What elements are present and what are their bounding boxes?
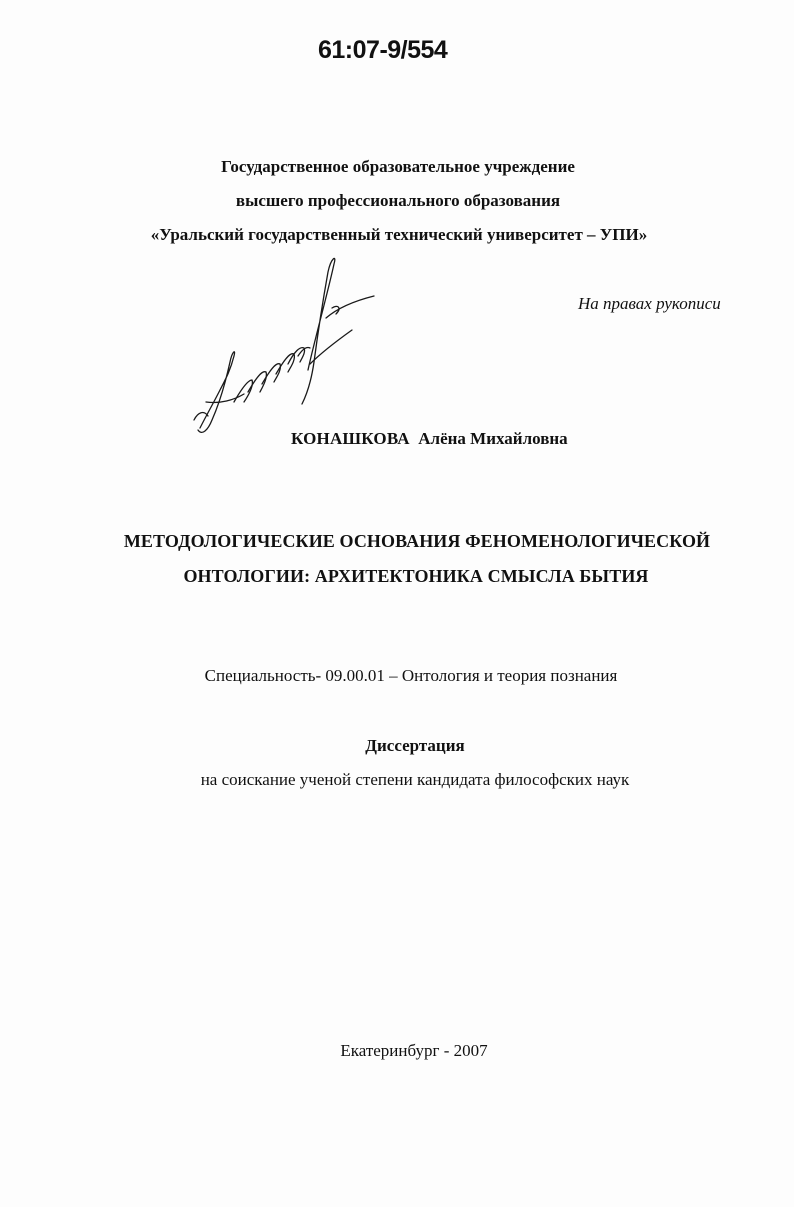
degree-line: на соискание ученой степени кандидата философских наук [200, 770, 630, 789]
author-name [291, 429, 568, 449]
institution-line-1: Государственное образовательное учреждение [221, 157, 575, 176]
author-surname: КОНАШКОВА [291, 429, 410, 448]
place-and-year: Екатеринбург - 2007 [340, 1041, 488, 1060]
institution-line-3: «Уральский государственный технический университет – УПИ» [150, 225, 648, 244]
dissertation-type: Диссертация [365, 736, 465, 755]
author-given-names: Алёна Михайловна [418, 429, 568, 448]
dissertation-title-line-2: ОНТОЛОГИИ: АРХИТЕКТОНИКА СМЫСЛА БЫТИЯ [183, 566, 649, 586]
catalog-number: 61:07-9/554 [318, 36, 448, 64]
institution-line-2: высшего профессионального образования [235, 191, 561, 210]
dissertation-title-line-1: МЕТОДОЛОГИЧЕСКИЕ ОСНОВАНИЯ ФЕНОМЕНОЛОГИЧЕСКОЙ [123, 531, 711, 551]
manuscript-rights-note: На правах рукописи [578, 294, 721, 313]
speciality-line: Специальность- 09.00.01 – Онтология и теория познания [204, 666, 618, 685]
handwritten-signature-icon [190, 252, 390, 442]
